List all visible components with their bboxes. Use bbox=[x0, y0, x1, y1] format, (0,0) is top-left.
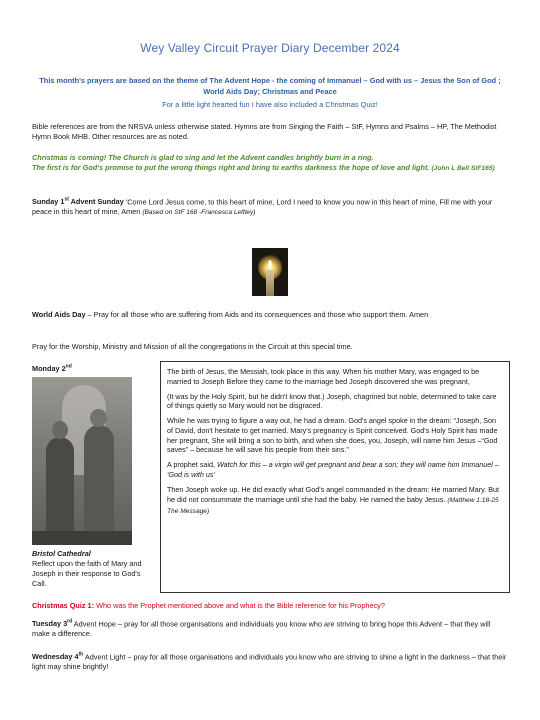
advent-hymn bbox=[32, 153, 510, 173]
christmas-quiz-1 bbox=[32, 601, 510, 611]
photo-caption bbox=[32, 549, 154, 589]
sunday-label: Sunday 1st Advent Sunday bbox=[32, 197, 124, 207]
photo-caption-title: Bristol Cathedral bbox=[32, 549, 91, 558]
nativity-story-box bbox=[160, 361, 510, 593]
wednesday-entry bbox=[32, 652, 510, 673]
tuesday-entry bbox=[32, 619, 510, 640]
story-paragraph: The birth of Jesus, the Messiah, took place in this way. When his mother Mary, was engaged to be married to Joseph Before they came to the marriage bed Joseph discovered she was pregnant, bbox=[167, 367, 480, 386]
bristol-cathedral-statue-image bbox=[32, 377, 132, 545]
sunday-citation: (Based on StF 168 -Francesca Leftley) bbox=[142, 209, 256, 217]
world-aids-prayer: – Pray for all those who are suffering from Aids and its consequences and those who support them. Amen bbox=[85, 310, 429, 319]
wednesday-label: Wednesday 4th bbox=[32, 652, 84, 662]
hymn-line-1: Christmas is coming! The Church is glad to sing and let the Advent candles brightly burn in a ring. bbox=[32, 153, 374, 162]
tuesday-prayer: Advent Hope – pray for all those organisations and individuals you know who are striving to bring hope this Advent – that they will make a difference. bbox=[32, 619, 491, 639]
quiz-question: Who was the Prophet mentioned above and what is the Bible reference for his Prophecy? bbox=[96, 601, 385, 610]
quiz-label: Christmas Quiz 1: bbox=[32, 601, 97, 610]
sunday-prayer: 'Come Lord Jesus come, to this heart of mine, Lord I need to know you now in this heart of mine, Fill me with your peace in this heart of mine, Amen bbox=[32, 197, 493, 217]
quiz-note: For a little light hearted fun I have also included a Christmas Quiz! bbox=[162, 100, 378, 109]
hymn-citation: (John L Bell StF165) bbox=[431, 165, 495, 173]
story-paragraph: (It was by the Holy Spirit, but he didn't know that.) Joseph, chagrined but noble, determined to take care of things quietly so Mary would not be disgraced. bbox=[167, 391, 497, 411]
theme-statement: This month's prayers are based on the theme of The Advent Hope - the coming of Immanuel – God with us – Jesus the Son of God ; World Aids Day; Christmas and Peace bbox=[39, 76, 501, 96]
references-note: Bible references are from the NRSVA unless otherwise stated. Hymns are from Singing the Faith – StF, Hymns and Psalms – HP, The Methodist Hymn Book MHB. Other resources are as noted. bbox=[32, 122, 497, 142]
photo-caption-text: Reflect upon the faith of Mary and Joseph in their response to God's Call. bbox=[32, 559, 142, 589]
story-citation: (Matthew 1:18-25 The Message) bbox=[167, 496, 499, 515]
sunday-entry bbox=[32, 197, 510, 218]
wednesday-prayer: Advent Light – pray for all those organisations and individuals you know who are striving to shine a light in the darkness – that their light may shine brightly! bbox=[32, 652, 507, 672]
story-paragraph: Then Joseph woke up. He did exactly what God's angel commanded in the dream: He married Mary. But he did not consummate the marriage until she had the baby. He named the baby Jesus. (Matthew 1:18-25 The Message) bbox=[167, 484, 500, 515]
story-paragraph: While he was trying to figure a way out, he had a dream. God's angel spoke in the dream: “Joseph, Son of David, don't hesitate to get married. Mary's pregnancy is Spirit conceived. God's Holy Spirit has made her pregnant, She will bring a son to birth, and when she does, you, Joseph, will name him Jesus –“God saves” – because he will save his people from their sins.” bbox=[167, 416, 498, 455]
story-paragraph: A prophet said, Watch for this – a virgin will get pregnant and bear a son; they will name him Immanuel – 'God is with us' bbox=[167, 460, 499, 480]
tuesday-label: Tuesday 3rd bbox=[32, 619, 73, 629]
advent-candle-image bbox=[252, 248, 288, 296]
hymn-line-2: The first is for God's promise to put the wrong things right and bring to earths darkness the hope of love and light. bbox=[32, 163, 430, 173]
page-title: Wey Valley Circuit Prayer Diary December 2024 bbox=[140, 41, 400, 55]
circuit-prayer: Pray for the Worship, Ministry and Mission of all the congregations in the Circuit at this special time. bbox=[32, 342, 353, 351]
monday-label: Monday 2nd bbox=[32, 364, 72, 374]
world-aids-day-entry bbox=[32, 310, 510, 320]
world-aids-label: World Aids Day bbox=[32, 310, 86, 319]
